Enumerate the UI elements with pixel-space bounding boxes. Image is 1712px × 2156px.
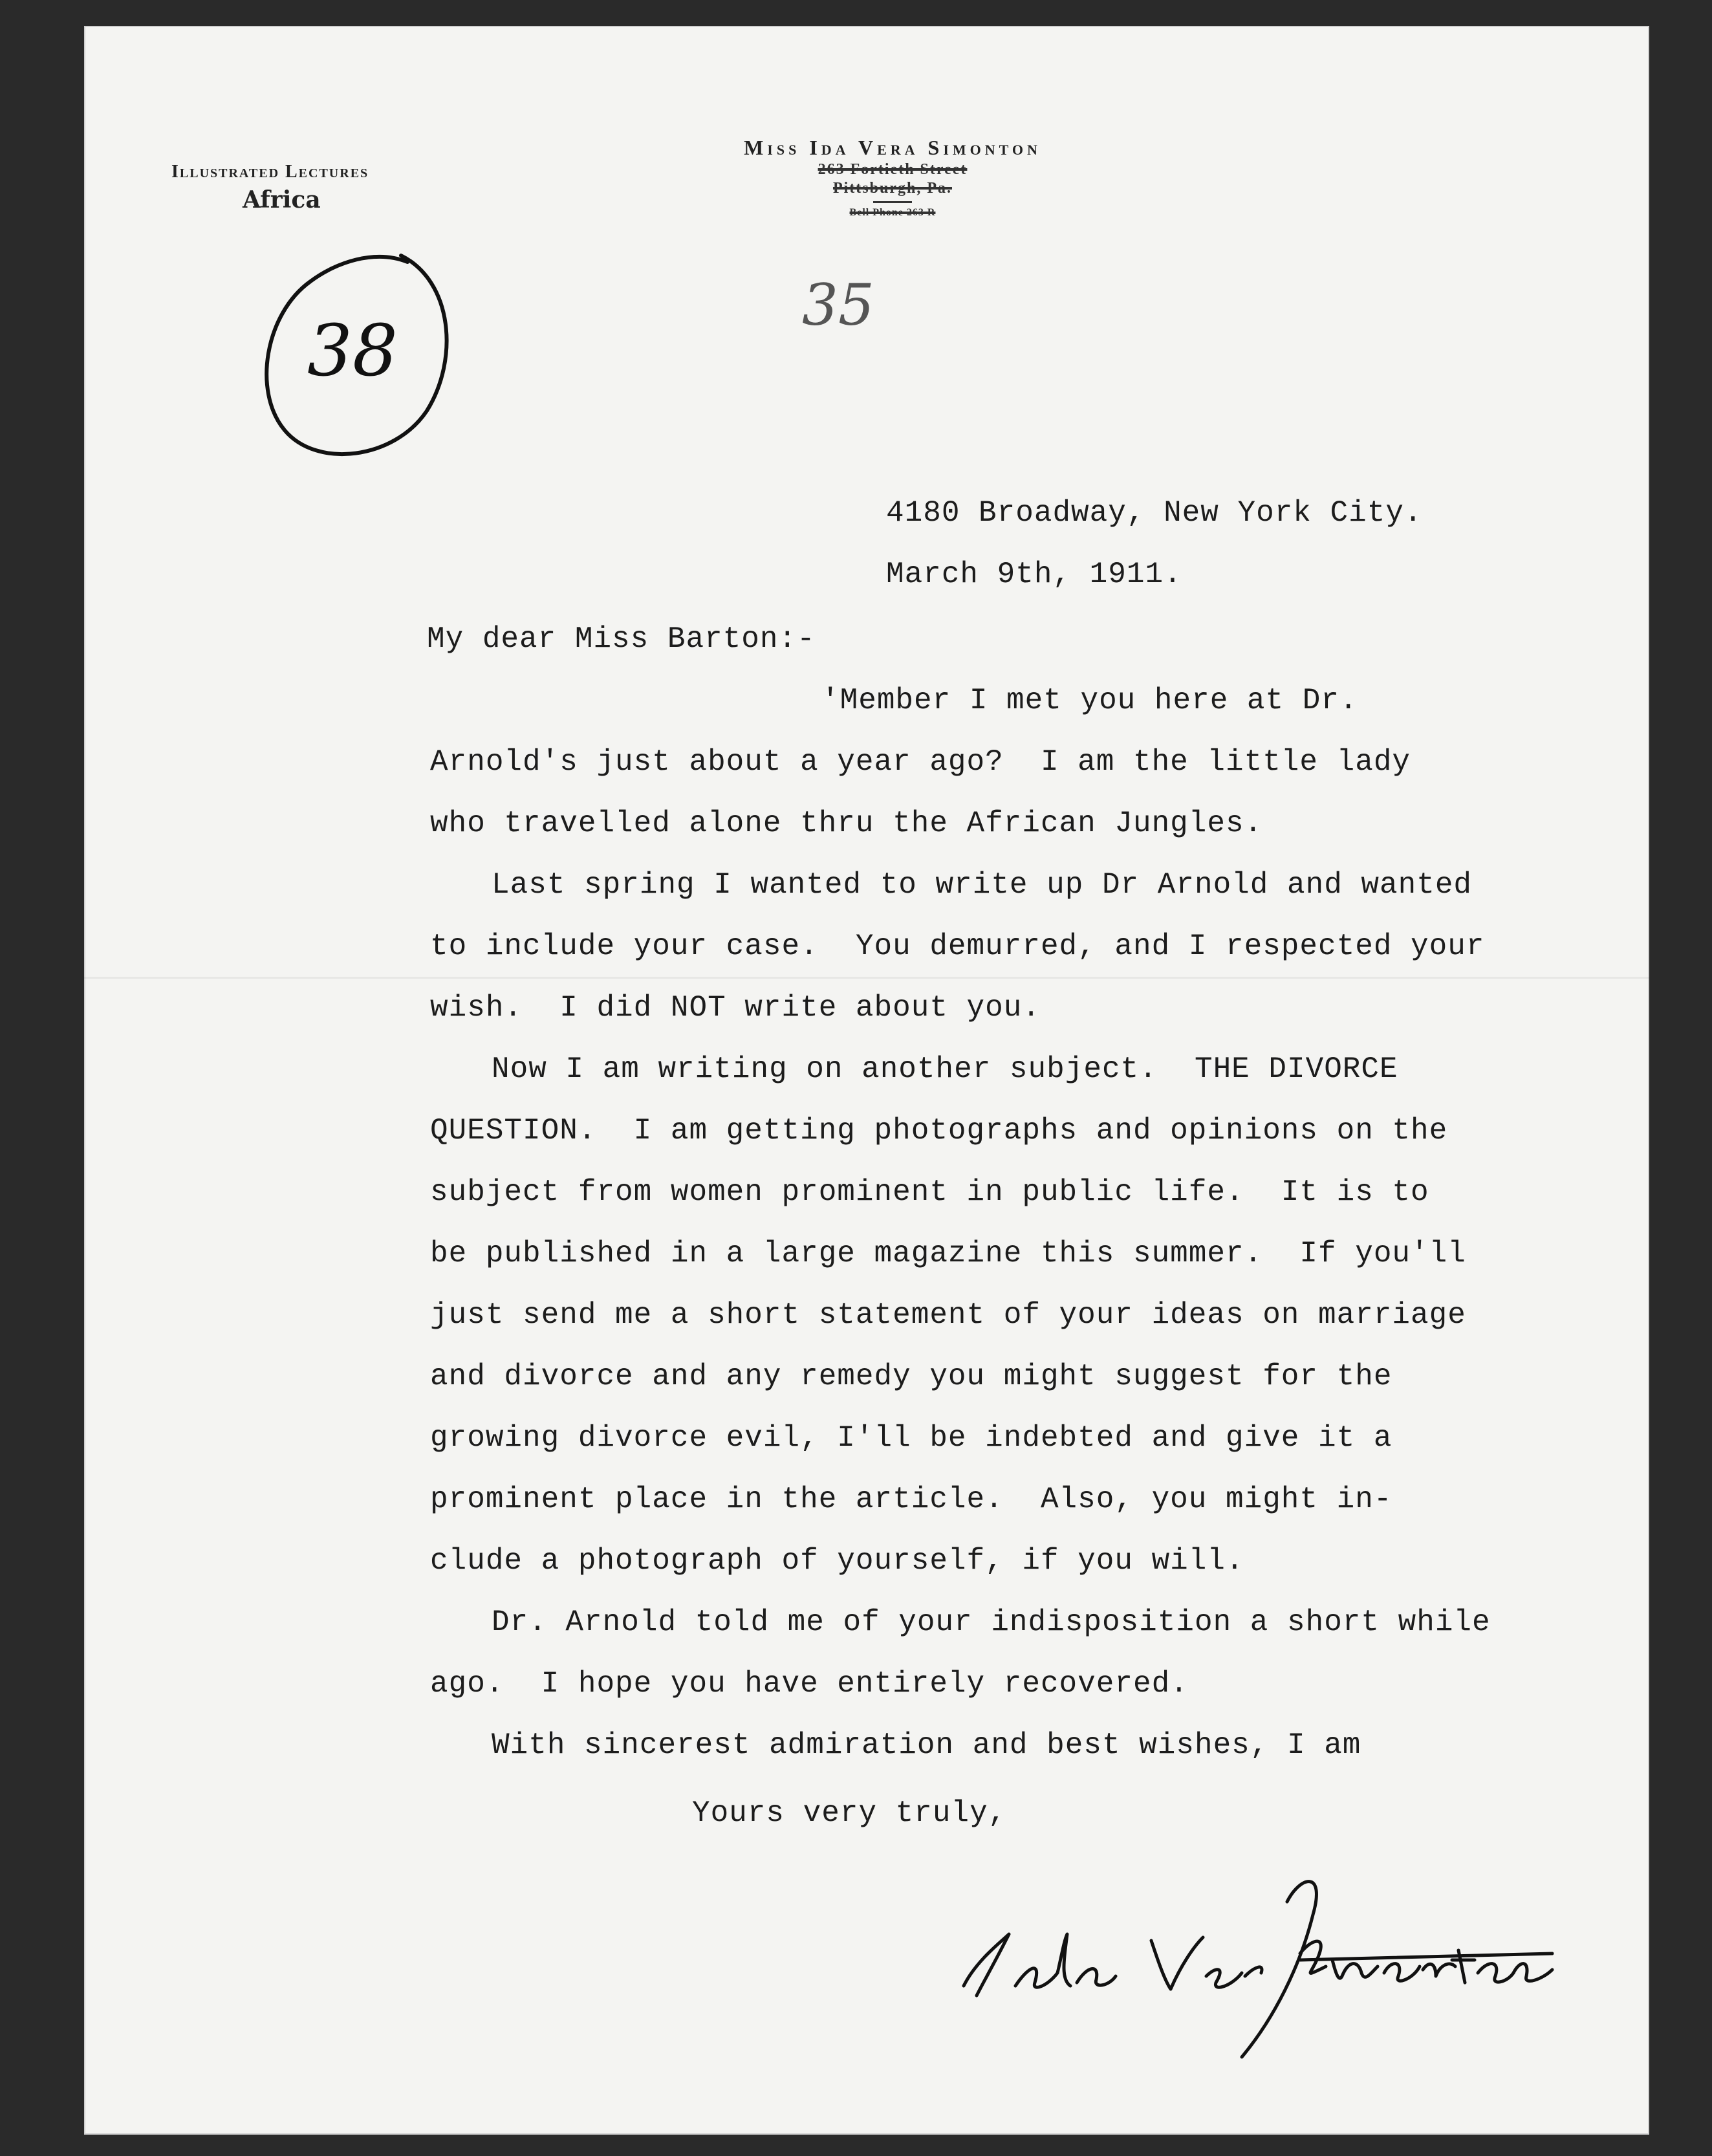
- body-line: just send me a short statement of your ideas on marriage: [430, 1298, 1466, 1332]
- fold-line: [84, 977, 1649, 979]
- body-line: subject from women prominent in public life. It is to: [430, 1175, 1429, 1209]
- body-line: wish. I did NOT write about you.: [430, 991, 1041, 1025]
- salutation: My dear Miss Barton:-: [427, 622, 816, 656]
- body-line: Last spring I wanted to write up Dr Arnold and wanted: [492, 868, 1473, 902]
- letterhead-rule: [873, 201, 912, 203]
- body-line: prominent place in the article. Also, you might in-: [430, 1483, 1392, 1516]
- body-line: Dr. Arnold told me of your indisposition a short while: [492, 1606, 1491, 1639]
- letterhead-phone: Bell Phone 263 R: [849, 207, 936, 218]
- body-line: Now I am writing on another subject. THE DIVORCE: [492, 1052, 1398, 1086]
- pencil-number: 35: [802, 272, 874, 338]
- body-line: Arnold's just about a year ago? I am the little lady: [430, 745, 1411, 779]
- letterhead-lectures: Illustrated Lectures: [171, 162, 369, 182]
- letter-page: [84, 26, 1649, 2135]
- body-line: be published in a large magazine this summer. If you'll: [430, 1237, 1466, 1270]
- letterhead-left: [171, 162, 369, 213]
- body-line: to include your case. You demurred, and I respected your: [430, 930, 1485, 963]
- body-line: who travelled alone thru the African Jungles.: [430, 807, 1263, 840]
- circled-number-mark: [239, 236, 479, 475]
- circled-number-text: 38: [307, 309, 398, 392]
- letterhead-name: Miss Ida Vera Simonton: [744, 136, 1041, 159]
- body-line: clude a photograph of yourself, if you will.: [430, 1544, 1244, 1578]
- closing: Yours very truly,: [692, 1796, 1007, 1830]
- signature: [938, 1855, 1559, 2057]
- body-line: QUESTION. I am getting photographs and opinions on the: [430, 1114, 1448, 1148]
- sender-address: 4180 Broadway, New York City.: [886, 496, 1423, 530]
- letter-date: March 9th, 1911.: [886, 558, 1182, 591]
- body-line: With sincerest admiration and best wishes, I am: [492, 1728, 1361, 1762]
- letterhead-africa: Africa: [243, 186, 321, 213]
- body-line: growing divorce evil, I'll be indebted and give it a: [430, 1421, 1392, 1455]
- body-line: ago. I hope you have entirely recovered.: [430, 1667, 1189, 1701]
- body-line: and divorce and any remedy you might suggest for the: [430, 1360, 1392, 1393]
- letterhead-address: 263 Fortieth Street: [818, 161, 968, 178]
- body-line: 'Member I met you here at Dr.: [821, 684, 1358, 717]
- signature-text: Ida Vera Simonton: [938, 1855, 1044, 1866]
- letterhead-center: [640, 136, 1145, 219]
- letterhead-city: Pittsburgh, Pa.: [832, 180, 952, 197]
